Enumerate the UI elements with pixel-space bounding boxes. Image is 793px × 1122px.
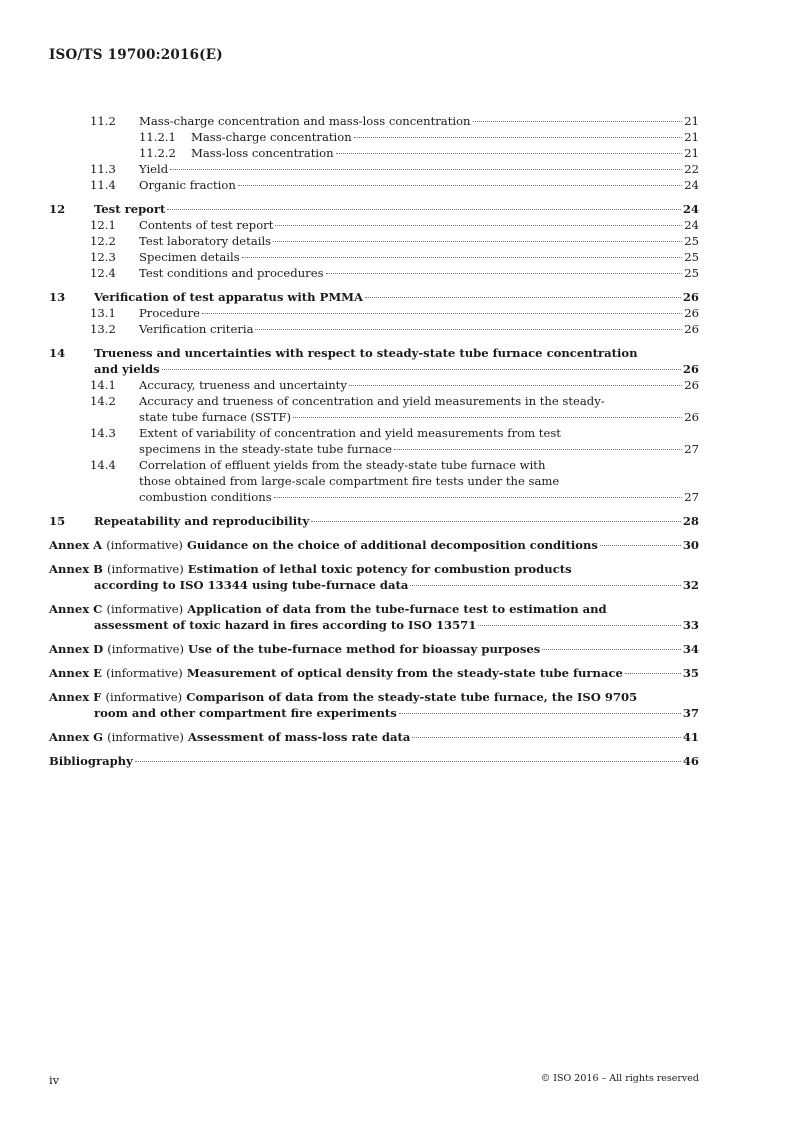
toc-entry-annex-a[interactable] xyxy=(49,537,699,553)
toc-entry-14-2[interactable] xyxy=(49,393,699,425)
toc-number: 14.1 xyxy=(90,378,116,392)
toc-title: Procedure xyxy=(139,306,200,320)
toc-page: 26 xyxy=(682,290,699,304)
toc-title: Verification of test apparatus with PMMA xyxy=(94,290,363,304)
toc-entry-11-2[interactable] xyxy=(49,113,699,129)
annex-label: Annex B xyxy=(49,562,103,576)
annex-title-line2: assessment of toxic hazard in fires according to ISO 13571 xyxy=(94,618,477,632)
toc-entry-annex-e[interactable] xyxy=(49,665,699,681)
toc-entry-13-2[interactable] xyxy=(49,321,699,337)
toc-entry-11-2-1[interactable] xyxy=(49,129,699,145)
toc-page: 35 xyxy=(682,666,699,680)
annex-label: Annex A xyxy=(49,538,103,552)
annex-type: (informative) xyxy=(106,538,183,552)
toc-number: 12 xyxy=(49,202,66,216)
toc-page: 25 xyxy=(684,234,699,248)
toc-title: Test report xyxy=(94,202,166,216)
annex-type: (informative) xyxy=(107,642,184,656)
toc-title-line2: state tube furnace (SSTF) xyxy=(139,410,292,424)
dot-leader xyxy=(293,417,682,418)
toc-title: Mass-loss concentration xyxy=(191,146,334,160)
toc-page: 21 xyxy=(684,114,699,128)
annex-title-line2: according to ISO 13344 using tube-furnace data xyxy=(94,578,409,592)
annex-heading xyxy=(49,641,540,657)
toc-number: 12.4 xyxy=(90,266,116,280)
toc-title-line2: and yields xyxy=(94,362,160,376)
toc-entry-annex-f[interactable] xyxy=(49,689,699,721)
annex-type: (informative) xyxy=(106,666,183,680)
toc-title: Specimen details xyxy=(139,250,240,264)
table-of-contents xyxy=(49,113,699,769)
toc-entry-12-4[interactable] xyxy=(49,265,699,281)
toc-number: 14.4 xyxy=(90,458,116,472)
toc-title-line1: Extent of variability of concentration and yield measurements from test xyxy=(139,426,561,440)
footer-copyright: © ISO 2016 – All rights reserved xyxy=(540,1073,699,1084)
annex-heading xyxy=(49,689,637,705)
dot-leader xyxy=(349,385,682,386)
toc-title: Test laboratory details xyxy=(139,234,272,248)
toc-entry-bibliography[interactable] xyxy=(49,753,699,769)
dot-leader xyxy=(600,545,681,546)
dot-leader xyxy=(473,121,683,122)
toc-title-line1: Accuracy and trueness of concentration and yield measurements in the steady- xyxy=(139,394,605,408)
toc-title: Verification criteria xyxy=(139,322,254,336)
toc-page: 25 xyxy=(684,266,699,280)
toc-entry-13[interactable] xyxy=(49,289,699,305)
toc-page: 37 xyxy=(682,706,699,720)
dot-leader xyxy=(274,497,683,498)
annex-title-line1: Comparison of data from the steady-state tube furnace, the ISO 9705 xyxy=(186,690,638,704)
toc-entry-14-4[interactable] xyxy=(49,457,699,505)
toc-entry-12-2[interactable] xyxy=(49,233,699,249)
toc-title: Mass-charge concentration xyxy=(191,130,352,144)
toc-number: 12.2 xyxy=(90,234,116,248)
annex-label: Annex D xyxy=(49,642,104,656)
toc-entry-annex-d[interactable] xyxy=(49,641,699,657)
toc-page: 26 xyxy=(684,306,699,320)
annex-type: (informative) xyxy=(105,690,183,704)
annex-type: (informative) xyxy=(107,562,184,576)
toc-number: 15 xyxy=(49,514,66,528)
toc-page: 32 xyxy=(682,578,699,592)
toc-title: Mass-charge concentration and mass-loss concentration xyxy=(139,114,471,128)
toc-entry-annex-g[interactable] xyxy=(49,729,699,745)
toc-number: 11.2 xyxy=(90,114,116,128)
toc-page: 34 xyxy=(682,642,699,656)
annex-heading xyxy=(49,561,572,577)
annex-title-line1: Estimation of lethal toxic potency for combustion products xyxy=(187,562,572,576)
toc-entry-12-1[interactable] xyxy=(49,217,699,233)
toc-number: 14.3 xyxy=(90,426,116,440)
annex-label: Annex C xyxy=(49,602,103,616)
toc-number: 11.4 xyxy=(90,178,116,192)
dot-leader xyxy=(202,313,682,314)
footer-page-number: iv xyxy=(49,1073,60,1087)
dot-leader xyxy=(311,521,681,522)
toc-page: 26 xyxy=(682,362,699,376)
toc-title: Repeatability and reproducibility xyxy=(94,514,310,528)
toc-page: 33 xyxy=(682,618,699,632)
dot-leader xyxy=(625,673,681,674)
dot-leader xyxy=(354,137,683,138)
dot-leader xyxy=(242,257,683,258)
annex-title-line1: Application of data from the tube-furnace test to estimation and xyxy=(187,602,607,616)
toc-title: Bibliography xyxy=(49,754,133,768)
toc-number: 12.3 xyxy=(90,250,116,264)
dot-leader xyxy=(238,185,682,186)
toc-page: 27 xyxy=(684,442,699,456)
annex-heading xyxy=(49,601,607,617)
dot-leader xyxy=(162,369,681,370)
dot-leader xyxy=(273,241,682,242)
annex-heading xyxy=(49,665,623,681)
dot-leader xyxy=(167,209,680,210)
toc-page: 21 xyxy=(684,130,699,144)
dot-leader xyxy=(275,225,682,226)
toc-page: 26 xyxy=(684,410,699,424)
toc-page: 21 xyxy=(684,146,699,160)
toc-page: 27 xyxy=(684,490,699,504)
toc-entry-11-2-2[interactable] xyxy=(49,145,699,161)
annex-type: (informative) xyxy=(106,602,184,616)
annex-title: Use of the tube-furnace method for bioassay purposes xyxy=(188,642,541,656)
toc-entry-annex-b[interactable] xyxy=(49,561,699,593)
toc-number: 11.2.1 xyxy=(139,130,176,144)
dot-leader xyxy=(336,153,683,154)
toc-number: 13.2 xyxy=(90,322,116,336)
toc-page: 26 xyxy=(684,322,699,336)
toc-number: 14 xyxy=(49,346,66,360)
toc-entry-12-3[interactable] xyxy=(49,249,699,265)
toc-page: 41 xyxy=(682,730,699,744)
toc-title-line2: specimens in the steady-state tube furnace xyxy=(139,442,393,456)
toc-title: Accuracy, trueness and uncertainty xyxy=(139,378,347,392)
toc-page: 28 xyxy=(682,514,699,528)
dot-leader xyxy=(412,737,681,738)
toc-page: 30 xyxy=(682,538,699,552)
dot-leader xyxy=(255,329,682,330)
toc-page: 25 xyxy=(684,250,699,264)
dot-leader xyxy=(326,273,683,274)
toc-entry-12[interactable] xyxy=(49,201,699,217)
annex-heading xyxy=(49,729,410,745)
toc-entry-14-3[interactable] xyxy=(49,425,699,457)
toc-number: 13 xyxy=(49,290,66,304)
toc-entry-13-1[interactable] xyxy=(49,305,699,321)
dot-leader xyxy=(170,169,682,170)
toc-number: 12.1 xyxy=(90,218,116,232)
dot-leader xyxy=(365,297,681,298)
toc-entry-11-3[interactable] xyxy=(49,161,699,177)
toc-entry-14-1[interactable] xyxy=(49,377,699,393)
dot-leader xyxy=(399,713,681,714)
toc-page: 24 xyxy=(684,218,699,232)
annex-type: (informative) xyxy=(107,730,184,744)
toc-title-line2: those obtained from large-scale compartment fire tests under the same xyxy=(139,474,560,488)
toc-title-line1: Trueness and uncertainties with respect to steady-state tube furnace concentration xyxy=(94,346,638,360)
annex-title: Measurement of optical density from the steady-state tube furnace xyxy=(186,666,623,680)
annex-title-line2: room and other compartment fire experiments xyxy=(94,706,397,720)
annex-label: Annex F xyxy=(49,690,102,704)
annex-label: Annex G xyxy=(49,730,104,744)
toc-title: Test conditions and procedures xyxy=(139,266,324,280)
toc-page: 24 xyxy=(684,178,699,192)
toc-number: 14.2 xyxy=(90,394,116,408)
toc-entry-14[interactable] xyxy=(49,345,699,377)
toc-page: 24 xyxy=(682,202,699,216)
dot-leader xyxy=(135,761,681,762)
toc-entry-15[interactable] xyxy=(49,513,699,529)
dot-leader xyxy=(394,449,682,450)
toc-title: Contents of test report xyxy=(139,218,274,232)
toc-number: 11.2.2 xyxy=(139,146,176,160)
toc-title: Yield xyxy=(139,162,169,176)
annex-label: Annex E xyxy=(49,666,103,680)
toc-page: 46 xyxy=(682,754,699,768)
toc-page: 22 xyxy=(684,162,699,176)
document-id: ISO/TS 19700:2016(E) xyxy=(49,47,223,63)
toc-entry-11-4[interactable] xyxy=(49,177,699,193)
toc-number: 13.1 xyxy=(90,306,116,320)
toc-entry-annex-c[interactable] xyxy=(49,601,699,633)
toc-title-line3: combustion conditions xyxy=(139,490,272,504)
toc-title: Organic fraction xyxy=(139,178,236,192)
dot-leader xyxy=(542,649,681,650)
dot-leader xyxy=(478,625,681,626)
annex-title: Assessment of mass-loss rate data xyxy=(187,730,411,744)
toc-title-line1: Correlation of effluent yields from the steady-state tube furnace with xyxy=(139,458,546,472)
annex-title: Guidance on the choice of additional decomposition conditions xyxy=(187,538,598,552)
dot-leader xyxy=(410,585,680,586)
annex-heading xyxy=(49,537,598,553)
toc-number: 11.3 xyxy=(90,162,116,176)
toc-page: 26 xyxy=(684,378,699,392)
